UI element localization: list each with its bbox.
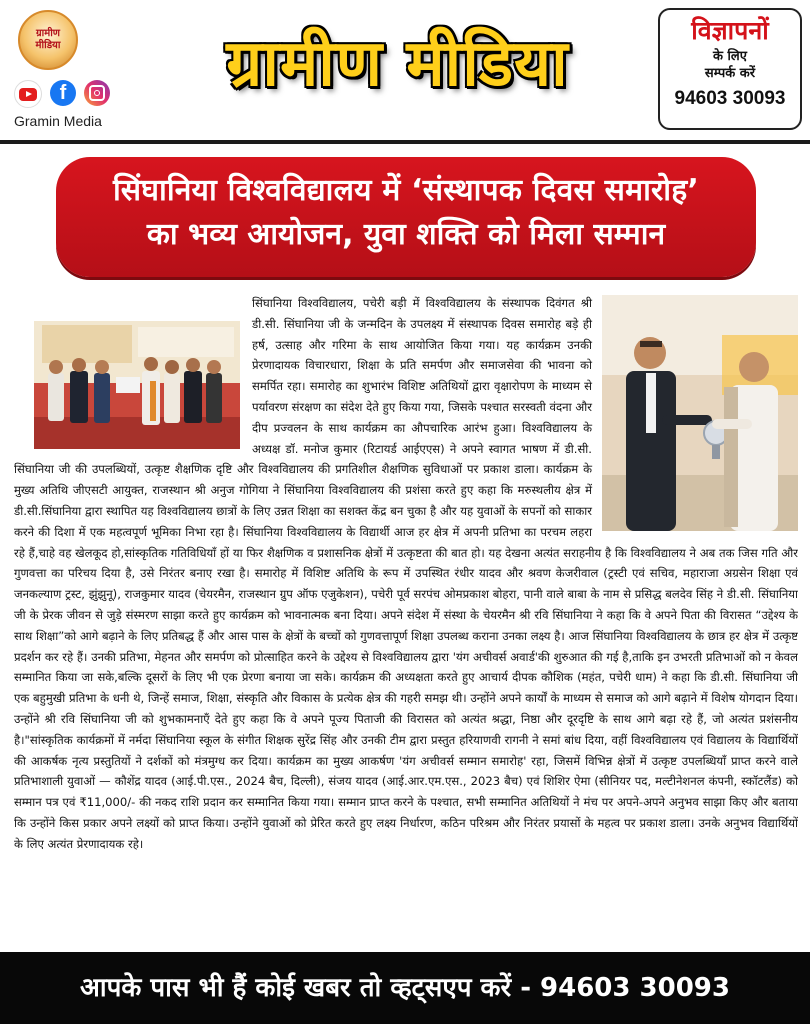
event-photo-award xyxy=(602,295,798,531)
header xyxy=(0,0,810,140)
youtube-icon[interactable] xyxy=(14,80,42,108)
logo-text-top: ग्रामीण xyxy=(35,28,61,39)
ad-phone[interactable]: 94603 30093 xyxy=(674,88,786,109)
logo-text-bottom: मीडिया xyxy=(35,40,61,51)
ad-line-2: के लिए xyxy=(713,49,747,64)
gramin-media-logo[interactable] xyxy=(18,10,78,70)
article-body: सिंघानिया विश्वविद्यालय, पचेरी बड़ी में विश्वविद्यालय के संस्थापक दिवंगत श्री डी.सी. सिंघानिया जी के जन्मदिन के उपलक्ष्य में संस्थापक दिवस समारोह बड़े ही हर्ष, उत्साह और गरिमा के साथ आयोजित किया गया। यह कार्यक्रम उनकी प्रेरणादायक विचारधारा, शिक्षा के प्रति समर्पण और समाजसेवा की भावना को समर्पित रहा। समारोह का शुभारंभ विशिष्ट अतिथियों द्वारा वृक्षारोपण के माध्यम से पर्यावरण संरक्षण का संदेश देते हुए किया गया, जिसके पश्चात सरस्वती वंदना और दीप प्रज्वलन के साथ कार्यक्रम का औपचारिक आरंभ हुआ। विश्वविद्यालय के अध्यक्ष डॉ. मनोज कुमार (रिटायर्ड आईएएस) ने अपने स्वागत भाषण में डी.सी. सिंघानिया जी की उपलब्धियों, उत्कृष्ट शैक्षणिक दृष्टि और विश्वविद्यालय की प्रगतिशील शैक्षणिक सुविधाओं पर प्रकाश डाला। कार्यक्रम के मुख्य अतिथि जीएसटी आयुक्त, राजस्थान श्री अनुज गोगिया ने सिंघानिया विश्वविद्यालय की प्रशंसा करते हुए कहा कि मरुस्थलीय क्षेत्र में डी.सी.सिंघानिया द्वारा स्थापित यह विश्वविद्यालय छात्रों के लिए उन्नत शिक्षा का सशक्त केंद्र बन चुका है और यह युवाओं के सपनों को साकार करने की दिशा में एक महत्वपूर्ण भूमिका निभा रहा है। सिंघानिया विश्वविद्यालय के विद्यार्थी आज हर क्षेत्र में अपनी प्रतिभा का परचम लहरा रहे हैं,चाहे वह खेलकूद हो,सांस्कृतिक गतिविधियाँ हों या फिर शैक्षणिक व प्रशासनिक क्षेत्रों में उत्कृष्टता की बात हो। यह देखना अत्यंत सराहनीय है कि विश्वविद्यालय ने अब तक जिस गति और गुणवत्ता का परिचय दिया है, उसे निरंतर बनाए रखा है। समारोह में विशिष्ट अतिथि के रूप में उपस्थित रंधीर यादव और श्रवण केजरीवाल (ट्रस्टी एवं सचिव, महाराजा अग्रसेन शिक्षा एवं जनकल्याण ट्रस्ट, झुंझुनू), राजकुमार यादव (चेयरमैन, राजस्थान ग्रुप ऑफ एजुकेशन), पचेरी पूर्व सरपंच ओमप्रकाश बोहरा, पानी वाले बाबा के नाम से प्रसिद्ध बलदेव सिंह ने डी.सी. सिंघानिया जी के प्रेरक जीवन से जुड़े संस्मरण साझा करते हुए कार्यक्रम को भावनात्मक बना दिया। अपने संदेश में संस्था के चेयरमैन श्री रवि सिंघानिया ने कहा कि वे अपने पिता की विरासत “उद्देश्य के साथ शिक्षा”को आगे बढ़ाने के लिए प्रतिबद्ध हैं और आस पास के क्षेत्रों के बच्चों को गुणवत्तापूर्ण शिक्षा उपलब्ध कराना उनका लक्ष्य है। आज सिंघानिया विश्वविद्यालय के छात्र हर क्षेत्र में उत्कृष्ट प्रदर्शन कर रहे हैं। उनकी प्रतिभा, मेहनत और समर्पण को प्रोत्साहित करने के उद्देश्य से विश्वविद्यालय द्वारा 'यंग अचीवर्स अवार्ड'की शुरुआत की गई है,ताकि इन उभरती प्रतिभाओं को न केवल सम्मानित किया जा सके,बल्कि दूसरों के लिए भी एक प्रेरणा बनाया जा सके। कार्यक्रम की अध्यक्षता करते हुए आचार्य दीपक कौशिक (महंत, पचेरी धाम) ने कहा कि डी.सी. सिंघानिया जी एक बहुमुखी प्रतिभा के धनी थे, जिन्हें समाज, शिक्षा, संस्कृति और विकास के प्रत्येक क्षेत्र की गहरी समझ थी। उन्होंने अपने कार्यों के माध्यम से समाज को आगे बढ़ाने में विशेष योगदान दिया। उन्होंने श्री रवि सिंघानिया जी को शुभकामनाएँ देते हुए कहा कि वे अपने पूज्य पिताजी की विरासत को अत्यंत श्रद्धा, निष्ठा और दूरदृष्टि के साथ आगे बढ़ा रहे हैं, जो अत्यंत प्रशंसनीय है।"सांस्कृतिक कार्यक्रमों में नर्मदा सिंघानिया स्कूल के संगीत शिक्षक सुरेंद्र सिंह और उनकी टीम द्वारा प्रस्तुत हरियाणवी रागनी ने समां बांध दिया, वहीं विश्वविद्यालय एवं विद्यालय के विद्यार्थियों की आकर्षक नृत्य प्रस्तुतियों ने दर्शकों को मंत्रमुग्ध कर दिया। कार्यक्रम का मुख्य आकर्षण 'यंग अचीवर्स सम्मान समारोह' रहा, जिसमें विभिन्न क्षेत्रों में उत्कृष्ट उपलब्धियाँ प्राप्त करने वाले प्रतिभाशाली युवाओं — कौशेंद्र यादव (आई.पी.एस., 2024 बैच, दिल्ली), संजय यादव (आई.आर.एम.एस., 2023 बैच) एवं शिशिर ऐमा (सीनियर पद, मल्टीनेशनल कंपनी, स्कॉटलैंड) को सम्मान पत्र एवं ₹11,000/- की नकद राशि प्रदान कर सम्मानित किया गया। सम्मान प्राप्त करने के पश्चात, सभी सम्मानित अतिथियों ने मंच पर अपने-अपने अनुभव साझा किए और बताया कि उन्होंने किस प्रकार अपने लक्ष्यों को प्राप्त किया। उन्होंने युवाओं को प्रेरित करते हुए लक्ष्य निर्धारण, कठिन परिश्रम और निरंतर प्रयासों के महत्व पर प्रकाश डाला। उनके अनुभव विद्यार्थियों के लिए अत्यंत प्रेरणादायक रहे। xyxy=(14,296,798,851)
ad-line-3: सम्पर्क करें xyxy=(704,66,756,81)
social-links xyxy=(14,80,110,108)
instagram-icon[interactable] xyxy=(84,80,110,106)
group-photo-illustration xyxy=(34,321,240,449)
footer-banner[interactable]: आपके पास भी हैं कोई खबर तो व्हट्सएप करें - 94603 30093 xyxy=(0,952,810,1024)
facebook-icon[interactable]: f xyxy=(50,80,76,106)
headline-line-2: का भव्य आयोजन, युवा शक्ति को मिला सम्मान xyxy=(146,217,666,252)
article xyxy=(14,293,798,931)
advertisement-contact-box[interactable] xyxy=(658,8,802,130)
header-divider xyxy=(0,140,810,144)
headline-banner xyxy=(56,157,756,277)
ad-title: विज्ञापनों xyxy=(691,16,769,45)
headline-line-1: सिंघानिया विश्वविद्यालय में ‘संस्थापक दिवस समारोह’ xyxy=(112,173,700,208)
event-photo-group xyxy=(34,321,240,449)
brand-caption: Gramin Media xyxy=(14,113,102,129)
award-photo-illustration xyxy=(602,295,798,531)
masthead-title: ग्रामीण मीडिया xyxy=(226,27,569,101)
